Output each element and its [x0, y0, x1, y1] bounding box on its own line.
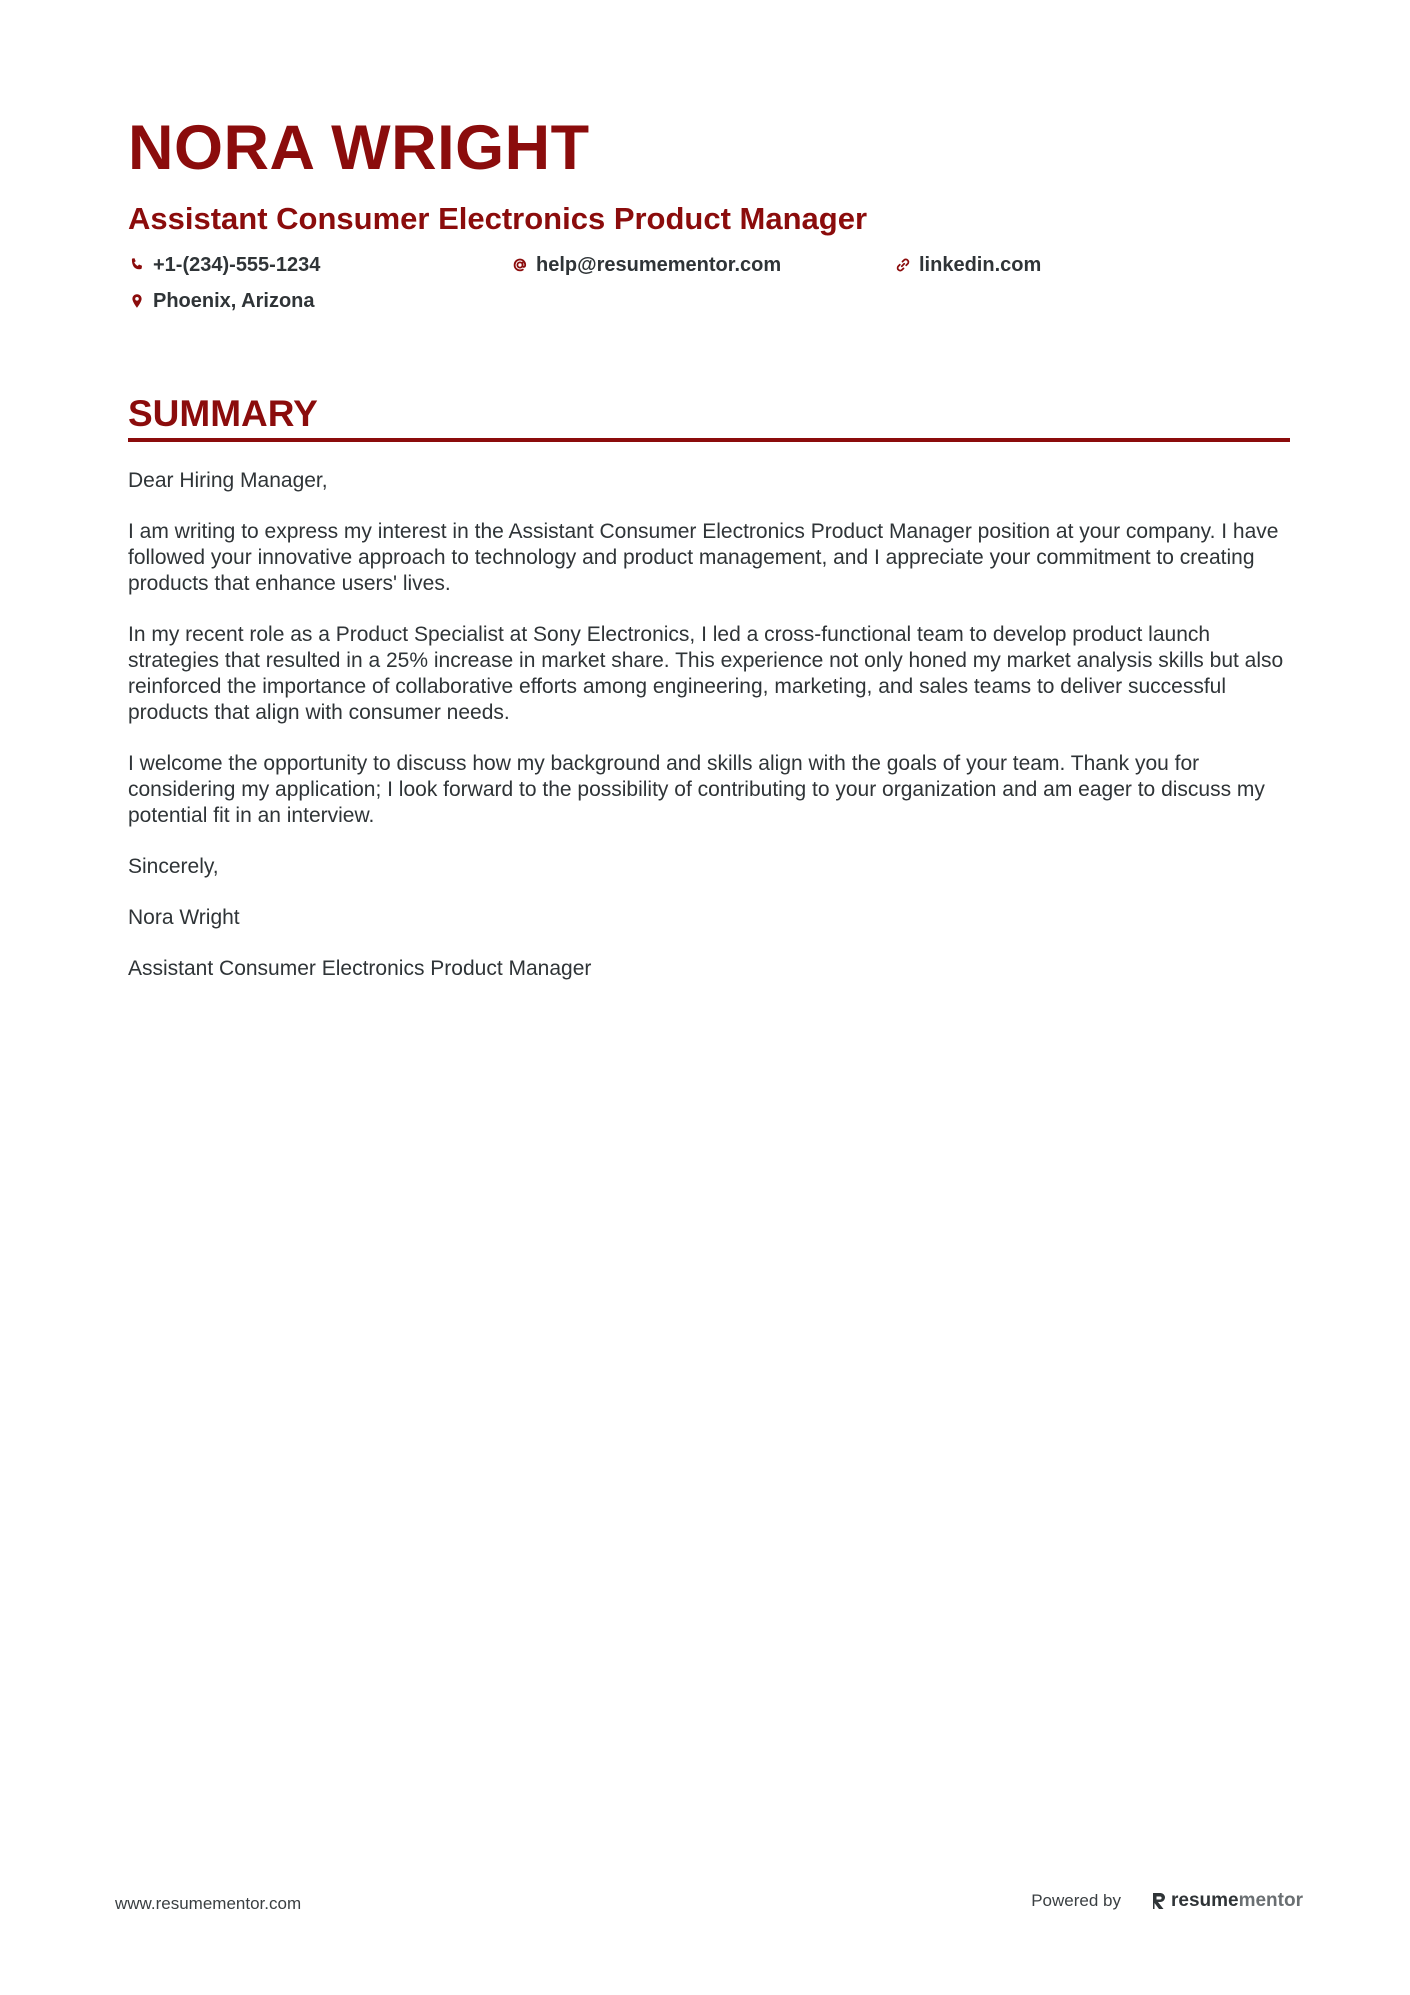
contact-email	[511, 252, 894, 278]
greeting: Dear Hiring Manager,	[128, 469, 328, 492]
brand-logo[interactable]	[1151, 1890, 1303, 1912]
location-pin-icon	[128, 292, 146, 310]
contact-phone	[128, 252, 511, 278]
letter-body	[128, 468, 1290, 982]
brand-mark-icon	[1151, 1891, 1167, 1911]
email-text: help@resumementor.com	[536, 253, 782, 276]
footer-branding	[1031, 1890, 1303, 1912]
signature-title: Assistant Consumer Electronics Product Manager	[128, 957, 592, 980]
document-content	[128, 108, 1290, 1007]
powered-by-text: Powered by	[1031, 1891, 1121, 1910]
link-text: linkedin.com	[919, 253, 1042, 276]
brand-name-part2: mentor	[1238, 1890, 1303, 1911]
paragraph-intro: I am writing to express my interest in the Assistant Consumer Electronics Product Manager position at your company. I have followed your innovative approach to technology and product management, and I appreciate your commitment to creating products that enhance users' lives.	[128, 520, 1279, 595]
at-icon	[511, 256, 529, 274]
phone-text: +1-(234)-555-1234	[153, 253, 321, 276]
location-text: Phoenix, Arizona	[153, 289, 315, 312]
candidate-name: NORA WRIGHT	[128, 113, 590, 183]
contact-info	[128, 252, 1290, 314]
paragraph-experience: In my recent role as a Product Specialist at Sony Electronics, I led a cross-functional team to develop product launch strategies that resulted in a 25% increase in market share. This experience not only honed my market analysis skills but also reinforced the importance of collaborative efforts among engineering, marketing, and sales teams to deliver successful products that align with consumer needs.	[128, 623, 1284, 724]
signature-name: Nora Wright	[128, 906, 240, 929]
brand-name-part1: resume	[1170, 1890, 1239, 1911]
contact-location	[128, 288, 511, 314]
candidate-title: Assistant Consumer Electronics Product Manager	[128, 201, 868, 236]
section-divider	[128, 438, 1290, 442]
contact-link	[894, 252, 1277, 278]
summary-heading: SUMMARY	[128, 393, 318, 434]
phone-icon	[128, 256, 146, 274]
link-icon	[894, 256, 912, 274]
paragraph-closing: I welcome the opportunity to discuss how my background and skills align with the goals of your team. Thank you for considering my application; I look forward to the possibility of contributing to your organization and am eager to discuss my potential fit in an interview.	[128, 752, 1265, 827]
footer-website[interactable]: www.resumementor.com	[115, 1894, 302, 1913]
closing: Sincerely,	[128, 855, 219, 878]
